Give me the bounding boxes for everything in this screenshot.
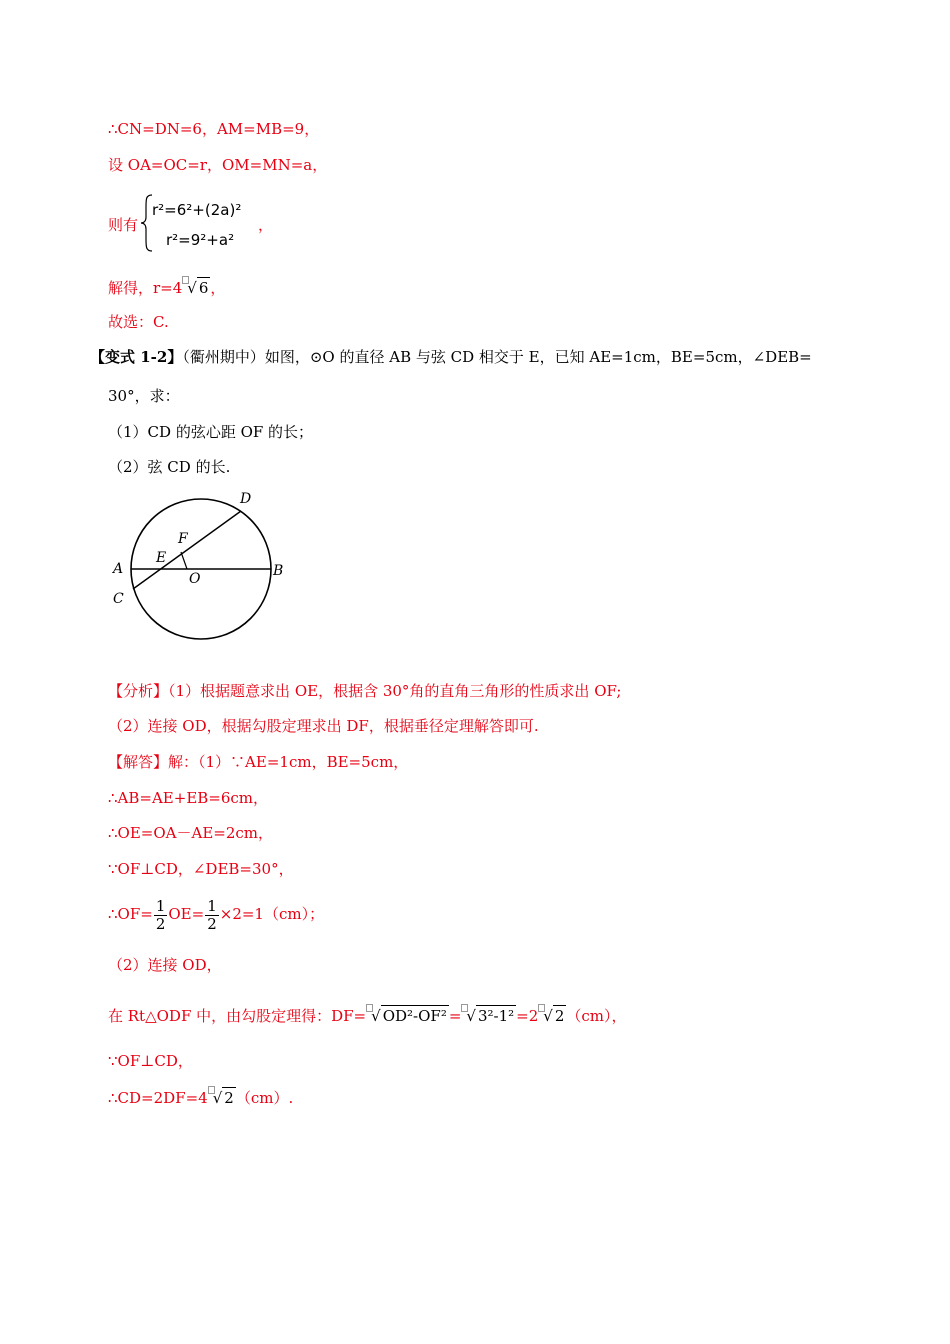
radical-index-box [461, 1004, 468, 1012]
problem-line-2: 30°，求： [108, 387, 180, 405]
df-equals-2: =2 [516, 1007, 539, 1025]
df-unit: （cm）， [566, 1007, 627, 1025]
solution-line-3-prefix: 则有 [108, 216, 139, 234]
df-prefix: 在 Rt△ODF 中，由勾股定理得：DF= [108, 1007, 367, 1025]
radicand-3-1: 3²-1² [477, 1007, 515, 1025]
problem-line-1 [90, 347, 812, 367]
solution-line-3-suffix: ， [258, 216, 274, 234]
solution-r-prefix: 解得，r=4 [108, 279, 183, 297]
problem-text: （衢州期中）如图，⊙O 的直径 AB 与弦 CD 相交于 E，已知 AE=1cm，BE=5cm，∠DEB= [182, 348, 812, 366]
solution-line-5: 故选：C. [108, 313, 169, 331]
answer-text-1: 解：（1）∵AE=1cm，BE=5cm， [168, 753, 409, 771]
fraction-half-1: $\frac{1}{2}$ [155, 896, 166, 933]
radical-index-box [366, 1004, 373, 1012]
label-e: E [156, 550, 167, 566]
answer-line-5 [108, 896, 324, 933]
answer-line-6: （2）连接 OD， [108, 956, 222, 974]
analysis-line-2: （2）连接 OD，根据勾股定理求出 DF，根据垂径定理解答即可. [108, 717, 539, 735]
label-a: A [113, 561, 124, 577]
answer-line-7: 在 Rt△ODF 中，由勾股定理得：DF= √ OD²-OF² = √ 3²-1² =2 √ 2 （cm）， [108, 1004, 627, 1026]
system-equation-1: r²=6²+(2a)² [152, 201, 242, 219]
solution-line-4: 解得，r=4 √ 6 ， [108, 276, 225, 298]
answer-line-4: ∵OF⊥CD，∠DEB=30°， [108, 860, 294, 878]
radical-index-box [182, 276, 189, 284]
question-2: （2）弦 CD 的长. [108, 458, 231, 476]
analysis-text-1: （1）根据题意求出 OE，根据含 30°角的直角三角形的性质求出 OF; [168, 682, 622, 700]
circle-figure [105, 485, 305, 650]
radicand-od-of: OD²-OF² [382, 1007, 447, 1025]
of-prefix: ∴OF= [108, 905, 153, 923]
oe-text: OE= [168, 905, 205, 923]
answer-line-2: ∴AB=AE+EB=6cm， [108, 789, 269, 807]
radicand: 6 [198, 279, 209, 297]
answer-line-3: ∴OE=OA－AE=2cm， [108, 824, 274, 842]
answer-line-1 [108, 752, 408, 772]
problem-tag: 【变式 1-2】 [90, 348, 183, 366]
label-c: C [113, 591, 124, 607]
segment-of [181, 552, 187, 569]
system-equation-2: r²=9²+a² [166, 231, 235, 249]
cd-prefix: ∴CD=2DF=4 [108, 1089, 208, 1107]
equals-sign: = [448, 1007, 462, 1025]
answer-line-9: ∴CD=2DF=4 √ 2 （cm）. [108, 1086, 293, 1108]
solution-line-1: ∴CN=DN=6，AM=MB=9， [108, 120, 320, 138]
cd-unit: （cm）. [235, 1089, 294, 1107]
label-f: F [178, 531, 188, 547]
analysis-tag: 【分析】 [108, 682, 169, 700]
label-b: B [273, 563, 284, 579]
radical-index-box [538, 1004, 545, 1012]
analysis-line-1 [108, 681, 621, 701]
answer-line-8: ∵OF⊥CD， [108, 1052, 193, 1070]
label-o: O [189, 571, 201, 587]
of-result: ×2=1（cm）； [219, 905, 325, 923]
fraction-half-2: $\frac{1}{2}$ [207, 896, 217, 933]
label-d: D [240, 491, 252, 507]
radicand-cd: 2 [224, 1089, 234, 1107]
radical-index-box [208, 1086, 215, 1094]
radicand-2: 2 [554, 1007, 565, 1025]
answer-tag: 【解答】 [108, 753, 169, 771]
solution-r-suffix: ， [210, 279, 226, 297]
solution-line-2: 设 OA=OC=r，OM=MN=a， [108, 156, 328, 174]
question-1: （1）CD 的弦心距 OF 的长； [108, 423, 314, 441]
